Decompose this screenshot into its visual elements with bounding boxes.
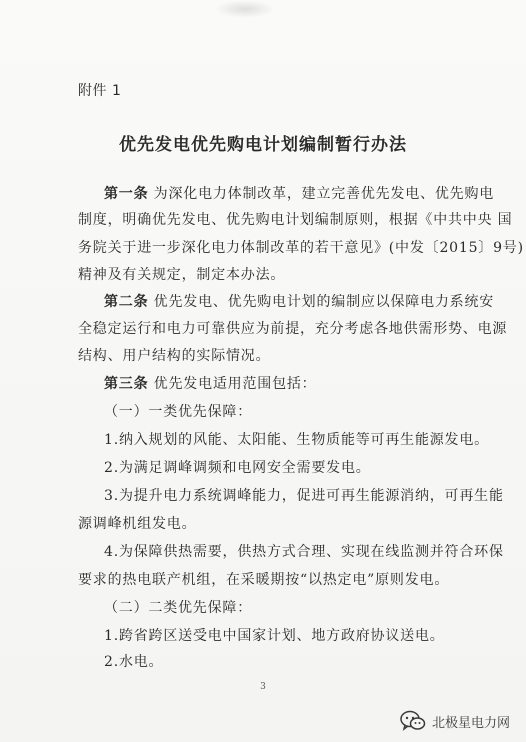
article-3-line-11: 2.水电。: [104, 654, 164, 670]
article-3-line-8: 要求的热电联产机组，在采暖期按“以热定电”原则发电。: [78, 572, 450, 588]
article-1-line-4: 精神及有关规定，制定本办法。: [78, 267, 286, 283]
article-3-line-10: 1.跨省跨区送受电中国家计划、地方政府协议送电。: [104, 628, 445, 644]
article-3-line-9: （二）二类优先保障：: [104, 600, 252, 616]
watermark-text: 北极星电力网: [431, 715, 510, 731]
article-3-line-2: （一）一类优先保障：: [104, 404, 252, 420]
article-2-line-2: 全稳定运行和电力可靠供应为前提，充分考虑各地供需形势、电源: [78, 321, 508, 337]
article-3-heading: 第三条: [104, 376, 149, 392]
scan-shadow: [215, 0, 275, 18]
article-1-text-1: 为深化电力体制改革，建立完善优先发电、优先购电: [153, 186, 495, 202]
article-3-text-1: 优先发电适用范围包括：: [153, 376, 317, 392]
document-title: 优先发电优先购电计划编制暂行办法: [119, 135, 407, 155]
article-3-line-7: 4.为保障供热需要，供热方式合理、实现在线监测并符合环保: [104, 544, 504, 560]
watermark: [400, 710, 510, 732]
page-number: 3: [260, 682, 266, 692]
article-2-line-3: 结构、用户结构的实际情况。: [78, 348, 271, 364]
article-1-heading: 第一条: [104, 186, 149, 202]
article-1-line-2: 制度，明确优先发电、优先购电计划编制原则，根据《中共中央 国: [78, 212, 513, 228]
annex-label: 附件 1: [78, 83, 122, 99]
wechat-icon: [400, 710, 426, 732]
article-2-text-1: 优先发电、优先购电计划的编制应以保障电力系统安: [153, 294, 495, 310]
article-2-heading: 第二条: [104, 294, 149, 310]
article-1-line-3: 务院关于进一步深化电力体制改革的若干意见》(中发〔2015〕9号): [78, 240, 524, 256]
article-3-line-4: 2.为满足调峰调频和电网安全需要发电。: [104, 460, 371, 476]
article-3-line-1: [104, 374, 316, 394]
article-3-line-5: 3.为提升电力系统调峰能力，促进可再生能源消纳，可再生能: [104, 488, 504, 504]
article-3-line-6: 源调峰机组发电。: [78, 516, 197, 532]
article-3-line-3: 1.纳入规划的风能、太阳能、生物质能等可再生能源发电。: [104, 432, 489, 448]
article-2-line-1: [104, 292, 494, 312]
article-1-line-1: [104, 184, 494, 204]
